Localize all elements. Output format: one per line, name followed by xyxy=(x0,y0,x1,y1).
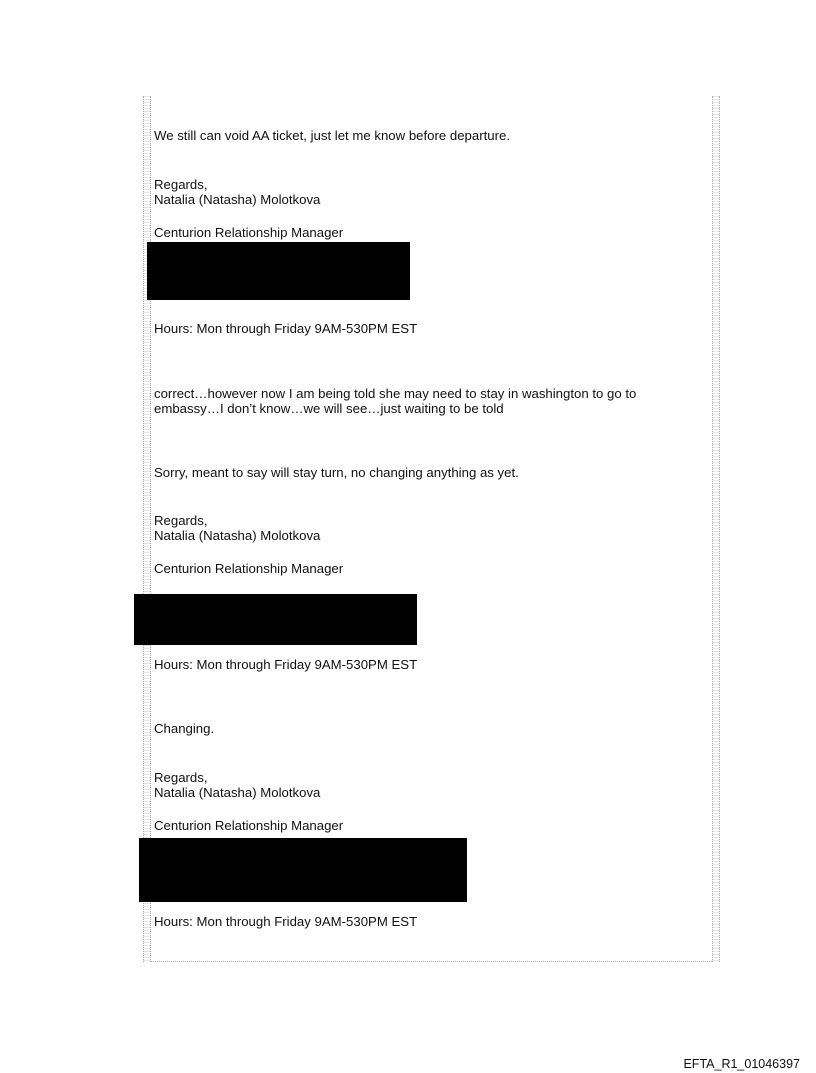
message-4-sender-title: Centurion Relationship Manager xyxy=(154,818,344,833)
message-3-closing: Regards, xyxy=(154,513,208,528)
message-1-hours: Hours: Mon through Friday 9AM-530PM EST xyxy=(154,321,418,336)
message-2-body-line-1: correct…however now I am being told she may need to stay in washington to go to xyxy=(154,386,637,401)
message-4-sender-name: Natalia (Natasha) Molotkova xyxy=(154,785,321,800)
message-1-sender-title: Centurion Relationship Manager xyxy=(154,225,344,240)
message-3-sender-title: Centurion Relationship Manager xyxy=(154,561,344,576)
message-3-body: Sorry, meant to say will stay turn, no changing anything as yet. xyxy=(154,465,519,480)
redaction-block xyxy=(134,594,417,645)
message-1-sender-name: Natalia (Natasha) Molotkova xyxy=(154,192,321,207)
message-1-body: We still can void AA ticket, just let me know before departure. xyxy=(154,128,510,143)
message-1-closing: Regards, xyxy=(154,177,208,192)
left-border-rule xyxy=(143,96,151,962)
message-4-body: Changing. xyxy=(154,721,215,736)
document-id: EFTA_R1_01046397 xyxy=(683,1057,800,1071)
redaction-block xyxy=(147,242,410,300)
message-3-hours: Hours: Mon through Friday 9AM-530PM EST xyxy=(154,657,418,672)
right-border-rule xyxy=(712,96,720,962)
message-3-sender-name: Natalia (Natasha) Molotkova xyxy=(154,528,321,543)
redaction-block xyxy=(139,838,467,902)
message-2-body-line-2: embassy…I don’t know…we will see…just waiting to be told xyxy=(154,401,504,416)
message-4-closing: Regards, xyxy=(154,770,208,785)
message-4-hours: Hours: Mon through Friday 9AM-530PM EST xyxy=(154,914,418,929)
